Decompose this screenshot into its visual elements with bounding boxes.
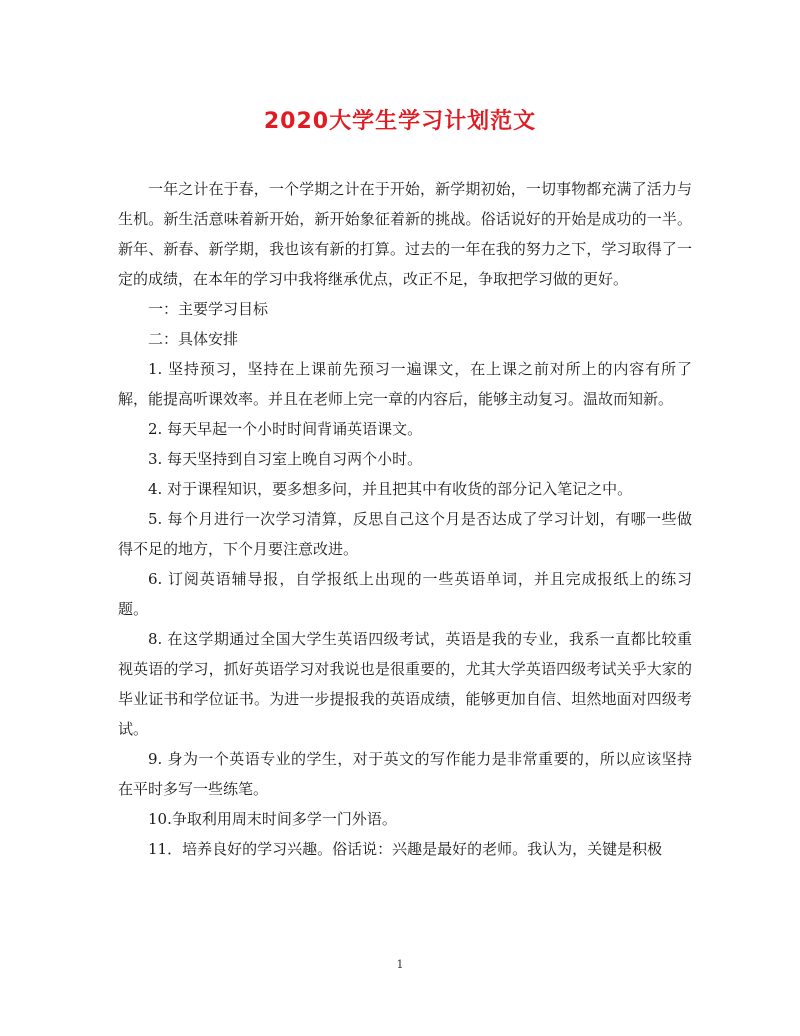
page-number: 1 bbox=[396, 958, 404, 971]
list-item-2: 2. 每天早起一个小时时间背诵英语课文。 bbox=[148, 420, 423, 438]
list-item-1: 1. 坚持预习，坚持在上课前先预习一遍课文，在上课之前对所上的内容有所了解，能提高听课效率。并且在老师上完一章的内容后，能够主动复习。温故而知新。 bbox=[118, 360, 692, 408]
paragraph-intro: 一年之计在于春，一个学期之计在于开始，新学期初始，一切事物都充满了活力与生机。新生活意味着新开始，新开始象征着新的挑战。俗话说好的开始是成功的一半。新年、新春、新学期，我也该有新的打算。过去的一年在我的努力之下，学习取得了一定的成绩，在本年的学习中我将继承优点，改正不足，争取把学习做的更好。 bbox=[118, 180, 692, 288]
document-body bbox=[118, 174, 692, 864]
list-item-10: 10.争取利用周末时间多学一门外语。 bbox=[148, 810, 397, 828]
list-item-11: 11．培养良好的学习兴趣。俗话说：兴趣是最好的老师。我认为，关键是积极 bbox=[148, 840, 663, 858]
list-item-4: 4. 对于课程知识，要多想多问，并且把其中有收货的部分记入笔记之中。 bbox=[148, 480, 633, 498]
list-item-5: 5. 每个月进行一次学习清算，反思自己这个月是否达成了学习计划，有哪一些做得不足的地方，下个月要注意改进。 bbox=[118, 510, 692, 558]
section-heading-arrangement: 二：具体安排 bbox=[148, 330, 239, 348]
list-item-8: 8. 在这学期通过全国大学生英语四级考试，英语是我的专业，我系一直都比较重视英语的学习，抓好英语学习对我说也是很重要的，尤其大学英语四级考试关乎大家的毕业证书和学位证书。为进一步提报我的英语成绩，能够更加自信、坦然地面对四级考试。 bbox=[118, 630, 692, 738]
document-title: 2020大学生学习计划范文 bbox=[263, 109, 537, 134]
list-item-3: 3. 每天坚持到自习室上晚自习两个小时。 bbox=[148, 450, 423, 468]
section-heading-goals: 一：主要学习目标 bbox=[148, 300, 269, 318]
list-item-9: 9. 身为一个英语专业的学生，对于英文的写作能力是非常重要的，所以应该坚持在平时多写一些练笔。 bbox=[118, 750, 692, 798]
list-item-6: 6. 订阅英语辅导报，自学报纸上出现的一些英语单词，并且完成报纸上的练习题。 bbox=[118, 570, 692, 618]
